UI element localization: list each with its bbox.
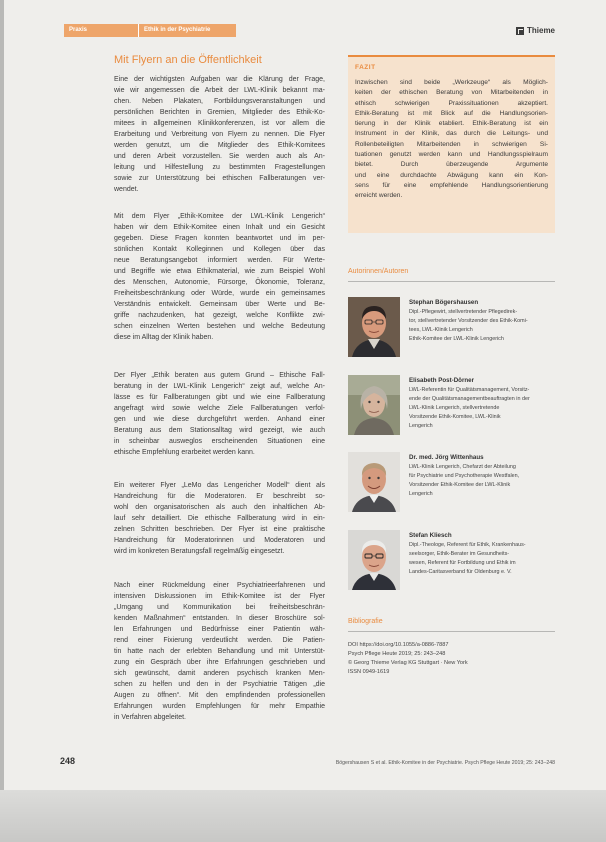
- bibliography-divider: [348, 631, 555, 632]
- author-name: Elisabeth Post-Dörner: [409, 377, 474, 384]
- section-header-bar: [64, 24, 236, 37]
- text-line: len Erfahrungen und Bedürfnisse einer Patientin wäh-: [114, 626, 325, 633]
- text-line: Eine der wichtigsten Aufgaben war die Klärung der Frage,: [114, 76, 325, 83]
- authors-divider: [348, 281, 555, 282]
- author-affiliation-line: seelsorger, Ethik-Berater im Gesundheits-: [409, 551, 510, 557]
- author-entry: [409, 531, 555, 577]
- text-line: Erfahrungen wurden Empfehlungen für mehr Empathie: [114, 703, 325, 710]
- author-affiliation-line: Vorsitzende Ethik-Komitee, LWL-Klinik: [409, 414, 501, 420]
- text-line: Ein weiterer Flyer „LeMo das Lengericher Modell“ dient als: [114, 482, 325, 489]
- author-affiliation-line: wesen, Referent für Fortbildung und Ethik im: [409, 560, 516, 566]
- text-line: Handreichung für die Moderatoren. Er beschreibt so-: [114, 493, 325, 500]
- text-line: sowie zur Unterstützung bei ethischen Fallberatungen ver-: [114, 175, 325, 182]
- author-affiliation-line: tees, LWL-Klinik Lengerich: [409, 327, 473, 333]
- author-entry: [409, 453, 555, 499]
- author-affiliation-line: Landes-Caritasverband für Oldenburg e. V.: [409, 569, 512, 575]
- fazit-line: Inzwischen sind beide „Werkzeuge“ als Möglich-: [355, 79, 548, 86]
- page-number: 248: [60, 756, 76, 766]
- bibliography-line: © Georg Thieme Verlag KG Stuttgart · New York: [348, 660, 468, 666]
- author-affiliation-line: Ethik-Komitee der LWL-Klinik Lengerich: [409, 336, 504, 342]
- fazit-heading: FAZIT: [355, 64, 376, 71]
- text-line: sönlichen Kontakt Kolleginnen und Kollegen über das: [114, 246, 325, 253]
- text-line: Freiheitsbeschränkung oder Würde, wurde ein gemeinsames: [114, 290, 325, 297]
- text-line: lauf sehr detailliert. Die ethische Fallberatung wird in ein-: [114, 515, 325, 522]
- text-line: mitees in allgemeinen Klinikkonferenzen, ist vor allem die: [114, 120, 325, 127]
- fazit-line: tuationen genutzt werden kann und Handlungsspielraum: [355, 151, 548, 159]
- fazit-line: erreicht werden.: [355, 192, 403, 200]
- article-paragraph: [114, 580, 325, 723]
- fazit-line: sens für eine empfehlende Handlungsorientierung: [355, 181, 548, 189]
- author-photo: [348, 530, 400, 590]
- fazit-line: und eine durchdachte Abwägung kann ein Kon-: [355, 171, 548, 179]
- text-line: wie wir angemessen die Arbeit der LWL-Klinik bekannt ma-: [114, 87, 325, 94]
- text-line: haben wir dem Ethik-Komitee einen Inhalt und ein Gesicht: [114, 224, 325, 231]
- text-line: „Umgang und Kommunikation bei freiheitsbeschrän-: [114, 604, 325, 611]
- author-affiliation-line: Vorsitzender Ethik-Komitee der LWL-Klinik: [409, 482, 511, 488]
- text-line: zelnen Schritten beschrieben. Der Flyer ist eine praktische: [114, 526, 325, 533]
- text-line: Der Flyer „Ethik beraten aus gutem Grund – Ethische Fall-: [114, 372, 325, 379]
- text-line: gen und wie diese durchgeführt werden. Anhand einer: [114, 416, 325, 423]
- footer-citation: Bögershausen S et al. Ethik-Komitee in der Psychiatrie. Psych Pflege Heute 2019; 25: 243–248: [335, 760, 555, 766]
- text-line: Beratung aus dem Stationsalltag wird gezeigt, wie auch: [114, 427, 325, 434]
- article-section-title: Mit Flyern an die Öffentlichkeit: [114, 54, 262, 66]
- text-line: wohl den organisatorischen als auch den inhaltlichen Ab-: [114, 504, 325, 511]
- author-name: Dr. med. Jörg Wittenhaus: [409, 454, 484, 461]
- text-line: tin hatte nach der erlebten Behandlung und mit Unterstüt-: [114, 648, 325, 655]
- author-affiliation-line: Lengerich: [409, 423, 433, 429]
- article-paragraph: [114, 74, 325, 195]
- text-line: leitung und Hilfestellung zu bestimmten Fragestellungen: [114, 164, 325, 171]
- text-line: chen. Neben Plakaten, Fortbildungsveranstaltungen und: [114, 98, 325, 105]
- thieme-logo-icon: [516, 27, 524, 35]
- fazit-line: Instrument in der Klinik, das durch die Leitungs- und: [355, 130, 548, 138]
- author-entry: [409, 376, 555, 431]
- bibliography-text: [348, 641, 555, 677]
- author-name: Stephan Bögershausen: [409, 299, 479, 306]
- author-affiliation-line: ende der Qualitätsmanagementbeauftragten in der: [409, 396, 530, 402]
- article-paragraph: [114, 370, 325, 458]
- publisher-name: Thieme: [527, 26, 556, 35]
- header-topic-label: Ethik in der Psychiatrie: [144, 27, 211, 33]
- text-line: gegeben. Diese Fragen konnten beantwortet und im per-: [114, 235, 325, 242]
- text-line: schen zu helfen und den in der Psychiatrie Tätigen „die: [114, 681, 325, 688]
- scan-background: [0, 790, 606, 842]
- text-line: wird im konkreten Beratungsfall regelmäßig eingesetzt.: [114, 548, 285, 555]
- text-line: wendet.: [114, 186, 139, 193]
- text-line: schen einzelnen Werten bestehen und welche Bedeutung: [114, 323, 325, 330]
- text-line: werden genutzt, um die Mitglieder des Ethik-Komitees: [114, 142, 325, 149]
- bibliography-line: Psych Pflege Heute 2019; 25: 243–248: [348, 651, 446, 657]
- fazit-line: ethisch schwierigen Praxissituationen akzeptiert.: [355, 99, 548, 107]
- author-affiliation-line: LWL-Referentin für Qualitätsmanagement, Vorsitz-: [409, 387, 530, 393]
- author-photo: [348, 375, 400, 435]
- bibliography-line: ISSN 0949-1619: [348, 669, 390, 675]
- scan-edge: [0, 0, 4, 790]
- author-affiliation-line: für Psychiatrie und Psychotherapie Westfalen,: [409, 473, 520, 479]
- text-line: zung ein Gespräch über ihre Erfahrungen geschrieben und: [114, 659, 325, 666]
- text-line: diese im Alltag der Klinik haben.: [114, 334, 214, 341]
- text-line: Verständnis entwickelt. Gemeinsam über Werte und Be-: [114, 301, 325, 308]
- text-line: in Verfahren abgeleitet.: [114, 714, 186, 721]
- text-line: angefragt wird sowie welche Ziele Fallberatungen verfol-: [114, 405, 325, 412]
- fazit-line: tierung in der Klinik etabliert. Ethik-Beratung ist ein: [355, 120, 548, 128]
- author-affiliation-line: LWL-Klinik Lengerich, stellvertretende: [409, 405, 500, 411]
- text-line: ethische Empfehlung erarbeitet werden kann.: [114, 449, 255, 456]
- fazit-line: Ethik-Beratung ist mit Blick auf die Handlungsorien-: [355, 109, 548, 117]
- bibliography-line: DOI https://doi.org/10.1055/a-0886-7887: [348, 642, 449, 648]
- fazit-line: Rollenbeteiligten Mitarbeitenden in schwierigen Si-: [355, 140, 548, 148]
- publisher-brand: [516, 26, 555, 35]
- header-section-label: Praxis: [64, 24, 139, 37]
- author-affiliation-line: Dipl.-Pflegewirt, stellvertretender Pflegedirek-: [409, 309, 518, 315]
- author-affiliation-line: Lengerich: [409, 491, 433, 497]
- article-paragraph: [114, 480, 325, 557]
- text-line: sich gewünscht, damit anderen psychisch kranken Men-: [114, 670, 325, 677]
- text-line: und deren Arbeit vorzustellen. Sie werden auch als An-: [114, 153, 325, 160]
- text-line: beratung in der LWL-Klinik Lengerich“ zeigt auf, welche An-: [114, 383, 325, 390]
- author-photo: [348, 297, 400, 357]
- text-line: rend einer Fixierung verdeutlicht werden. Die Patien-: [114, 637, 325, 644]
- fazit-line: keiten der ethischen Beratung von Mitarbeitenden in: [355, 89, 548, 97]
- author-affiliation-line: tor, stellvertretender Vorsitzender des Ethik-Komi-: [409, 318, 528, 324]
- text-line: neue Beratungsangebot informiert werden. Für Werte-: [114, 257, 325, 264]
- article-paragraph: [114, 211, 325, 343]
- text-line: und Begriffe wie etwa Ethikmaterial, wie zum Beispiel Wohl: [114, 268, 325, 275]
- author-entry: [409, 298, 555, 344]
- text-line: lässe es für Fallberatungen gibt und wie eine Fallberatung: [114, 394, 325, 401]
- fazit-text: [355, 78, 548, 202]
- text-line: Nach einer Rückmeldung einer Psychiatrieerfahrenen und: [114, 582, 325, 589]
- text-line: des Menschen, Autonomie, Fürsorge, Ökonomie, Toleranz,: [114, 279, 325, 286]
- author-affiliation-line: Dipl.-Theologe, Referent für Ethik, Krankenhaus-: [409, 542, 526, 548]
- text-line: Augen zu öffnen“. Mit den empfindenden professionellen: [114, 692, 325, 699]
- fazit-line: bietet. Durch überzeugende Argumente: [355, 161, 548, 169]
- bibliography-heading: Bibliografie: [348, 618, 383, 625]
- text-line: griffe nachzudenken, hat gezeigt, welche Konflikte zwi-: [114, 312, 325, 319]
- text-line: Handreichung für Moderatorinnen und Moderatoren und: [114, 537, 325, 544]
- text-line: kenden Maßnahmen“ entstanden. In dieser Broschüre sol-: [114, 615, 325, 622]
- author-name: Stefan Kliesch: [409, 532, 452, 539]
- text-line: in scheinbar ausweglos erscheinenden Situationen eine: [114, 438, 325, 445]
- text-line: Mit dem Flyer „Ethik-Komitee der LWL-Klinik Lengerich“: [114, 213, 325, 220]
- text-line: intensiven Diskussionen im Ethik-Komitee ist der Flyer: [114, 593, 325, 600]
- authors-heading: Autorinnen/Autoren: [348, 268, 409, 275]
- text-line: Erarbeitung und Verbreitung von Flyern zu nennen. Die Flyer: [114, 131, 325, 138]
- text-line: persönlichen Berichten in Gremien, Mitglieder des Ethik-Ko-: [114, 109, 325, 116]
- author-affiliation-line: LWL-Klinik Lengerich, Chefarzt der Abteilung: [409, 464, 516, 470]
- author-photo: [348, 452, 400, 512]
